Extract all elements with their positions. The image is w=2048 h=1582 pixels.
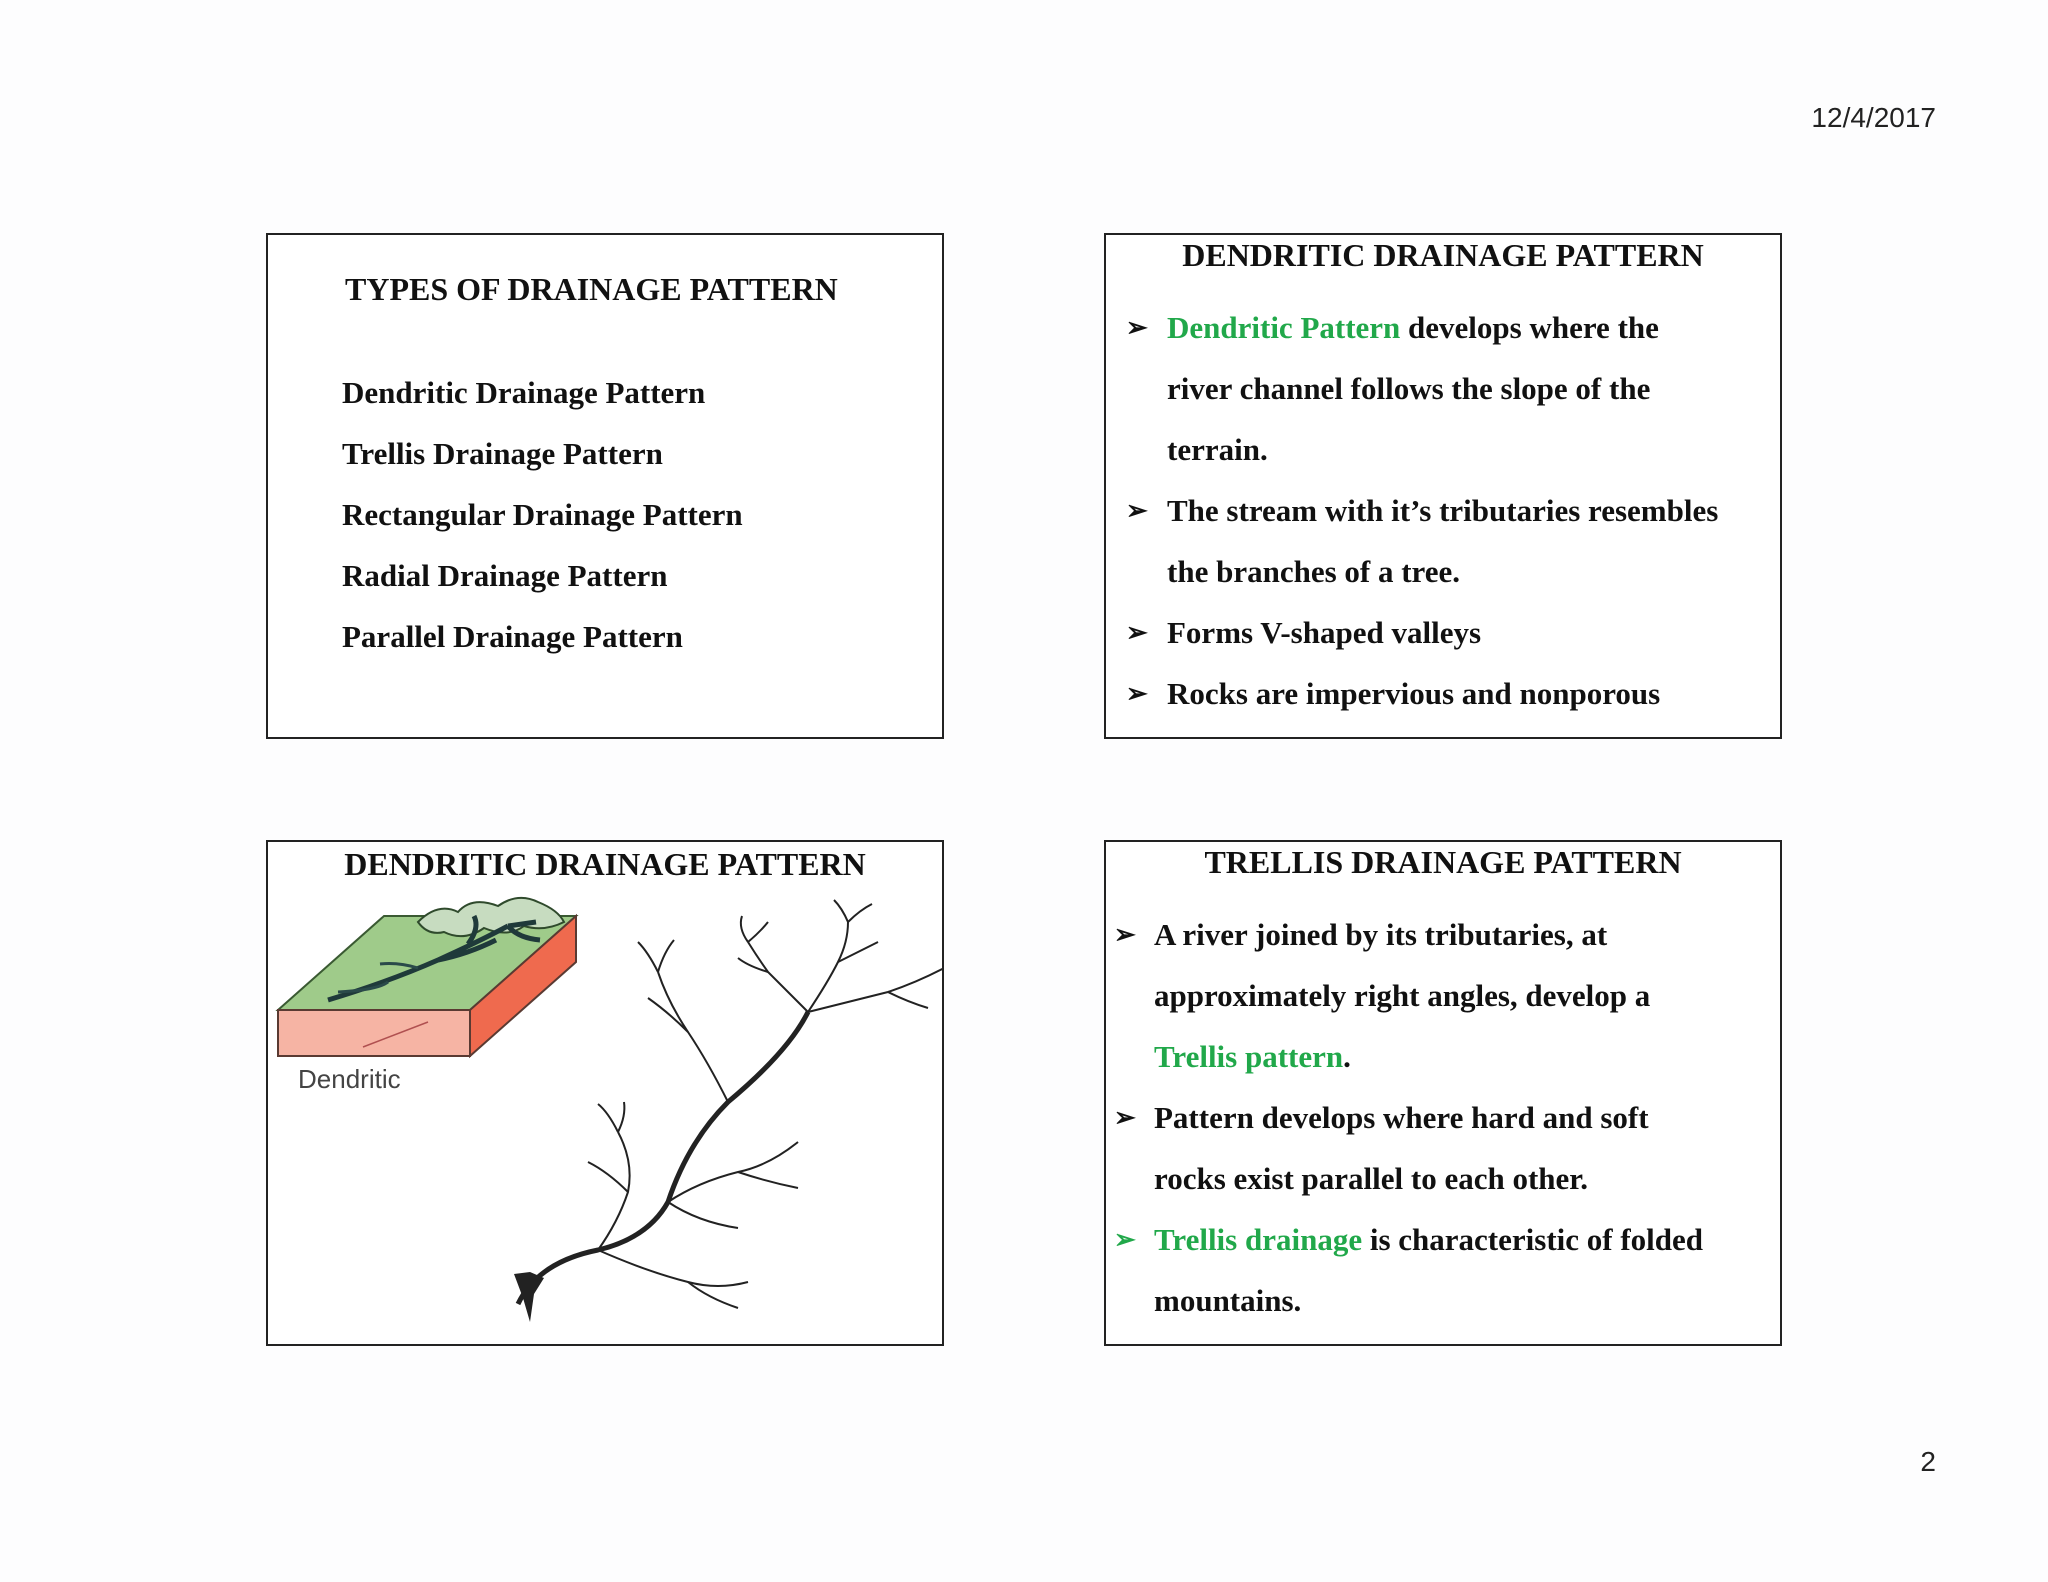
bullet-text: approximately right angles, develop a — [1154, 978, 1651, 1013]
bullet-text: Pattern develops where hard and soft — [1154, 1100, 1649, 1135]
bullet-text: river channel follows the slope of the — [1167, 371, 1651, 406]
list-item: Radial Drainage Pattern — [342, 558, 668, 593]
slide-dendritic-figure — [266, 840, 944, 1346]
highlight-text: Dendritic Pattern — [1167, 310, 1401, 345]
slide-title: TRELLIS DRAINAGE PATTERN — [1204, 844, 1682, 880]
highlight-text: Trellis pattern — [1154, 1039, 1344, 1074]
arrowhead-bullet-icon: ➢ — [1126, 679, 1148, 708]
slide-types-of-drainage — [266, 233, 944, 739]
list-item — [1114, 1087, 1774, 1209]
arrowhead-bullet-icon: ➢ — [1126, 313, 1148, 342]
highlight-text: Trellis drainage — [1154, 1222, 1363, 1257]
bullet-list — [1126, 297, 1786, 724]
bullet-text: terrain. — [1167, 432, 1268, 467]
slide-trellis-text — [1104, 840, 1782, 1346]
arrowhead-bullet-icon: ➢ — [1114, 1225, 1136, 1254]
list-item: Parallel Drainage Pattern — [342, 619, 683, 654]
list-item — [1126, 663, 1786, 724]
bullet-text: The stream with it’s tributaries resembles — [1167, 493, 1719, 528]
dendritic-tree-drawing — [514, 900, 942, 1322]
bullet-text: develops where the — [1400, 310, 1659, 345]
bullet-text: Rocks are impervious and nonporous — [1167, 676, 1661, 711]
list-item — [1114, 904, 1774, 1087]
bullet-text: Forms V-shaped valleys — [1167, 615, 1482, 650]
list-item: Dendritic Drainage Pattern — [342, 375, 706, 410]
slide-title: DENDRITIC DRAINAGE PATTERN — [344, 846, 866, 882]
arrowhead-bullet-icon: ➢ — [1114, 920, 1136, 949]
list-item — [1126, 297, 1786, 480]
bullet-text: mountains. — [1154, 1283, 1302, 1318]
slide-title: TYPES OF DRAINAGE PATTERN — [345, 271, 838, 307]
page-number: 2 — [1920, 1446, 1936, 1477]
terrain-block-diagram — [278, 898, 576, 1056]
bullet-list — [1114, 904, 1774, 1331]
figure-label: Dendritic — [298, 1064, 401, 1094]
arrowhead-bullet-icon: ➢ — [1126, 618, 1148, 647]
slide-title: DENDRITIC DRAINAGE PATTERN — [1182, 237, 1704, 273]
list-item — [1126, 480, 1786, 602]
bullet-text: the branches of a tree. — [1167, 554, 1461, 589]
bullet-text: . — [1343, 1039, 1351, 1074]
date-header: 12/4/2017 — [1811, 102, 1936, 133]
list-item: Trellis Drainage Pattern — [342, 436, 663, 471]
drainage-types-list — [342, 362, 743, 667]
list-item — [1126, 602, 1786, 663]
bullet-text: A river joined by its tributaries, at — [1154, 917, 1608, 952]
list-item: Rectangular Drainage Pattern — [342, 497, 743, 532]
slide-dendritic-text — [1104, 233, 1782, 739]
arrowhead-bullet-icon: ➢ — [1114, 1103, 1136, 1132]
bullet-text: is characteristic of folded — [1362, 1222, 1704, 1257]
list-item — [1114, 1209, 1774, 1331]
arrowhead-bullet-icon: ➢ — [1126, 496, 1148, 525]
bullet-text: rocks exist parallel to each other. — [1154, 1161, 1588, 1196]
